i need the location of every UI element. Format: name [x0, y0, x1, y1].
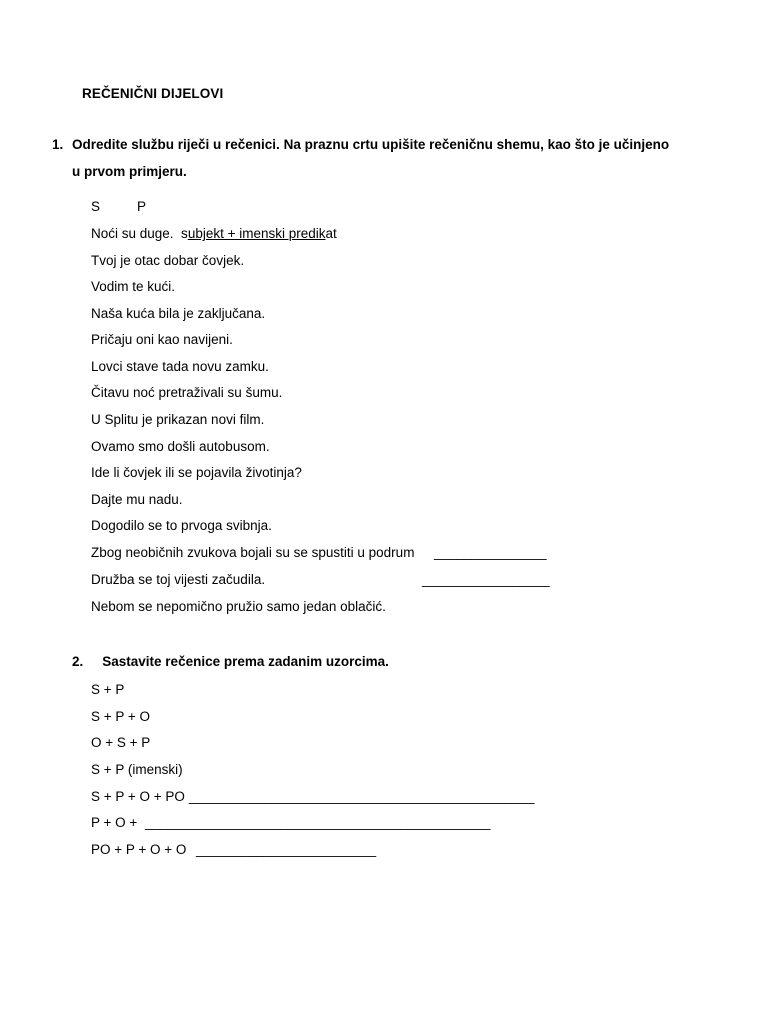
task-1-text-line1: Odredite službu riječi u rečenici. Na praznu crtu upišite rečeničnu shemu, kao što je učinjeno	[72, 137, 670, 152]
pattern-item: S + P (imenski)	[91, 762, 183, 777]
task-2-number: 2.	[72, 654, 84, 669]
task-1-text-line2: u prvom primjeru.	[72, 164, 187, 179]
task-1-instruction	[52, 131, 692, 185]
sentence-item: Ide li čovjek ili se pojavila životinja?	[91, 465, 302, 480]
pattern-item: S + P + O	[91, 709, 151, 724]
pattern-item: S + P	[91, 682, 125, 697]
task-2-text: Sastavite rečenice prema zadanim uzorcima.	[102, 654, 389, 669]
pattern-item: P + O +	[91, 815, 138, 830]
sentence-item: Tvoj je otac dobar čovjek.	[91, 253, 245, 268]
pattern-item: O + S + P	[91, 735, 151, 750]
task-1-number: 1.	[52, 137, 64, 152]
answer-blank[interactable]: _______________	[434, 545, 547, 560]
example-sentence	[91, 226, 337, 241]
sentence-item: Zbog neobičnih zvukova bojali su se spustiti u podrum	[91, 545, 415, 560]
example-mark-s: S	[91, 199, 101, 214]
answer-blank[interactable]: ______________________________________________	[189, 789, 535, 804]
page-title: REČENIČNI DIJELOVI	[82, 86, 224, 101]
example-mark-p: P	[137, 199, 147, 214]
sentence-item: Družba se toj vijesti začudila.	[91, 572, 266, 587]
sentence-item: Naša kuća bila je zaključana.	[91, 306, 266, 321]
sentence-item: Pričaju oni kao navijeni.	[91, 332, 233, 347]
answer-blank[interactable]: _________________	[422, 572, 550, 587]
sentence-item: Dogodilo se to prvoga svibnja.	[91, 518, 272, 533]
example-sentence-text: Noći su duge. s	[91, 226, 188, 241]
sentence-item: Lovci stave tada novu zamku.	[91, 359, 269, 374]
pattern-item: PO + P + O + O	[91, 842, 187, 857]
sentence-item: Nebom se nepomično pružio samo jedan oblačić.	[91, 599, 386, 614]
example-answer-underlined: ubjekt + imenski predik	[187, 226, 326, 241]
sentence-item: U Splitu je prikazan novi film.	[91, 412, 265, 427]
answer-blank[interactable]: ________________________	[196, 842, 377, 857]
sentence-item: Ovamo smo došli autobusom.	[91, 439, 270, 454]
example-answer-tail: at	[325, 226, 337, 241]
sentence-item: Dajte mu nadu.	[91, 492, 183, 507]
pattern-item: S + P + O + PO	[91, 789, 185, 804]
sentence-item: Vodim te kući.	[91, 279, 176, 294]
answer-blank[interactable]: ______________________________________________	[145, 815, 491, 830]
task-2-instruction	[72, 654, 389, 669]
sentence-item: Čitavu noć pretraživali su šumu.	[91, 385, 283, 400]
